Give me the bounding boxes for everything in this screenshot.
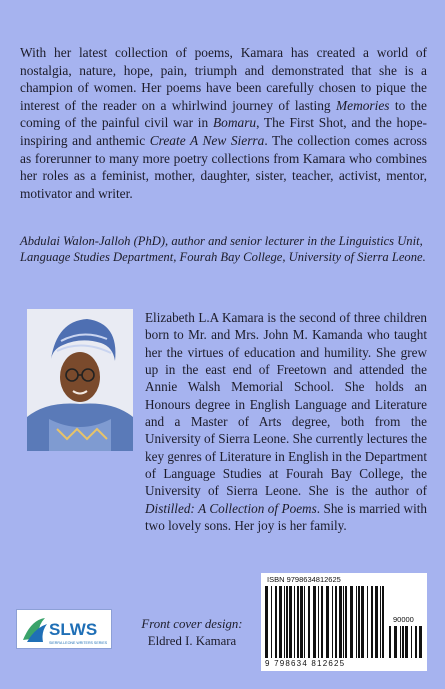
- barcode-stripe: [400, 626, 401, 658]
- author-photo: [27, 309, 133, 451]
- barcode-stripe: [335, 586, 337, 658]
- barcode-stripe: [350, 586, 353, 658]
- blurb-text-2: to the coming of the painful civil war in: [20, 97, 427, 131]
- blurb-title-bomaru: Bomaru: [212, 115, 257, 131]
- barcode-stripe: [405, 626, 408, 658]
- barcode-stripe: [343, 586, 344, 658]
- barcode-stripe: [411, 626, 412, 658]
- barcode-stripe: [380, 586, 381, 658]
- barcode-stripe: [326, 586, 329, 658]
- endorsement-attribution: Abdulai Walon-Jalloh (PhD), author and senior lecturer in the Linguistics Unit, Language Studies Department, Fourah Bay College, University of Sierra Leone.: [20, 234, 426, 265]
- barcode-stripe: [419, 626, 422, 658]
- price-code: 90000: [393, 615, 414, 624]
- isbn-barcode: [261, 573, 427, 671]
- barcode-stripe: [361, 586, 364, 658]
- svg-text:SIERRA LEONE WRITERS SERIES: SIERRA LEONE WRITERS SERIES: [49, 641, 108, 645]
- credit-name: Eldred I. Kamara: [147, 634, 237, 648]
- blurb-title-memories: Memories: [335, 97, 390, 113]
- svg-text:SLWS: SLWS: [49, 620, 98, 639]
- barcode-stripe: [356, 586, 357, 658]
- bio-book-title: Distilled: A Collection of Poems: [145, 500, 317, 516]
- barcode-stripe: [275, 586, 277, 658]
- barcode-stripe: [297, 586, 299, 658]
- credit-label: Front cover design:: [141, 617, 243, 631]
- bio-text-2: . She is married with two lovely sons. Her joy is her family.: [145, 500, 428, 534]
- barcode-stripe: [321, 586, 323, 658]
- barcode-stripe: [345, 586, 347, 658]
- barcode-stripe: [318, 586, 319, 658]
- barcode-stripe: [308, 586, 310, 658]
- publisher-logo: [16, 609, 112, 649]
- blurb-text-1: With her latest collection of poems, Kamara has created a world of nostalgia, nature, hope, pain, triumph and demonstrated that she is a champion of women. Her poems have been carefully chosen to pique the interest of the reader on a whirlwind journey of lasting: [20, 45, 427, 113]
- barcode-stripe: [286, 586, 288, 658]
- main-barcode-bars: [265, 586, 385, 658]
- isbn-label: ISBN 9798634812625: [267, 575, 341, 584]
- barcode-stripe: [271, 586, 272, 658]
- barcode-stripe: [332, 586, 333, 658]
- barcode-stripe: [304, 586, 305, 658]
- barcode-stripe: [371, 586, 373, 658]
- barcode-stripe: [313, 586, 316, 658]
- barcode-stripe: [402, 626, 404, 658]
- blurb-title-sierra: Create A New Sierra: [149, 132, 265, 148]
- barcode-stripe: [289, 586, 292, 658]
- barcode-stripe: [375, 586, 378, 658]
- barcode-stripe: [367, 586, 368, 658]
- author-biography: [145, 309, 427, 534]
- bio-text-1: Elizabeth L.A Kamara is the second of three children born to Mr. and Mrs. John M. Kamanda who taught her the virtues of education and humility. She grew up in the east end of Freetown and attended the Annie Walsh Memorial School. She holds an Honours degree in English Language and Literature and a Master of Arts degree, both from the University of Sierra Leone. She currently lectures the key genres of Literature in English in the Department of Language Studies at Fourah Bay College, the University of Sierra Leone. She is the author of: [145, 310, 427, 499]
- blurb-text-4: . The collection comes across as forerunner to many more poetry collections from Kamara who combines her roles as a feminist, mother, daughter, sister, teacher, activist, mentor, motivator and writer.: [20, 132, 427, 201]
- barcode-stripe: [339, 586, 342, 658]
- barcode-stripe: [279, 586, 282, 658]
- barcode-stripe: [284, 586, 285, 658]
- price-barcode-bars: [389, 626, 423, 658]
- barcode-stripe: [265, 586, 268, 658]
- barcode-stripe: [415, 626, 417, 658]
- barcode-stripe: [394, 626, 397, 658]
- barcode-stripe: [382, 586, 384, 658]
- barcode-stripe: [294, 586, 295, 658]
- barcode-stripe: [300, 586, 303, 658]
- blurb-text-3: , The First Shot, and the hope-inspiring and anthemic: [20, 115, 428, 148]
- barcode-stripe: [389, 626, 391, 658]
- isbn-digits: 9 798634 812625: [265, 659, 346, 668]
- barcode-stripe: [358, 586, 360, 658]
- cover-design-credit: [132, 616, 252, 650]
- back-cover-blurb: [20, 44, 427, 202]
